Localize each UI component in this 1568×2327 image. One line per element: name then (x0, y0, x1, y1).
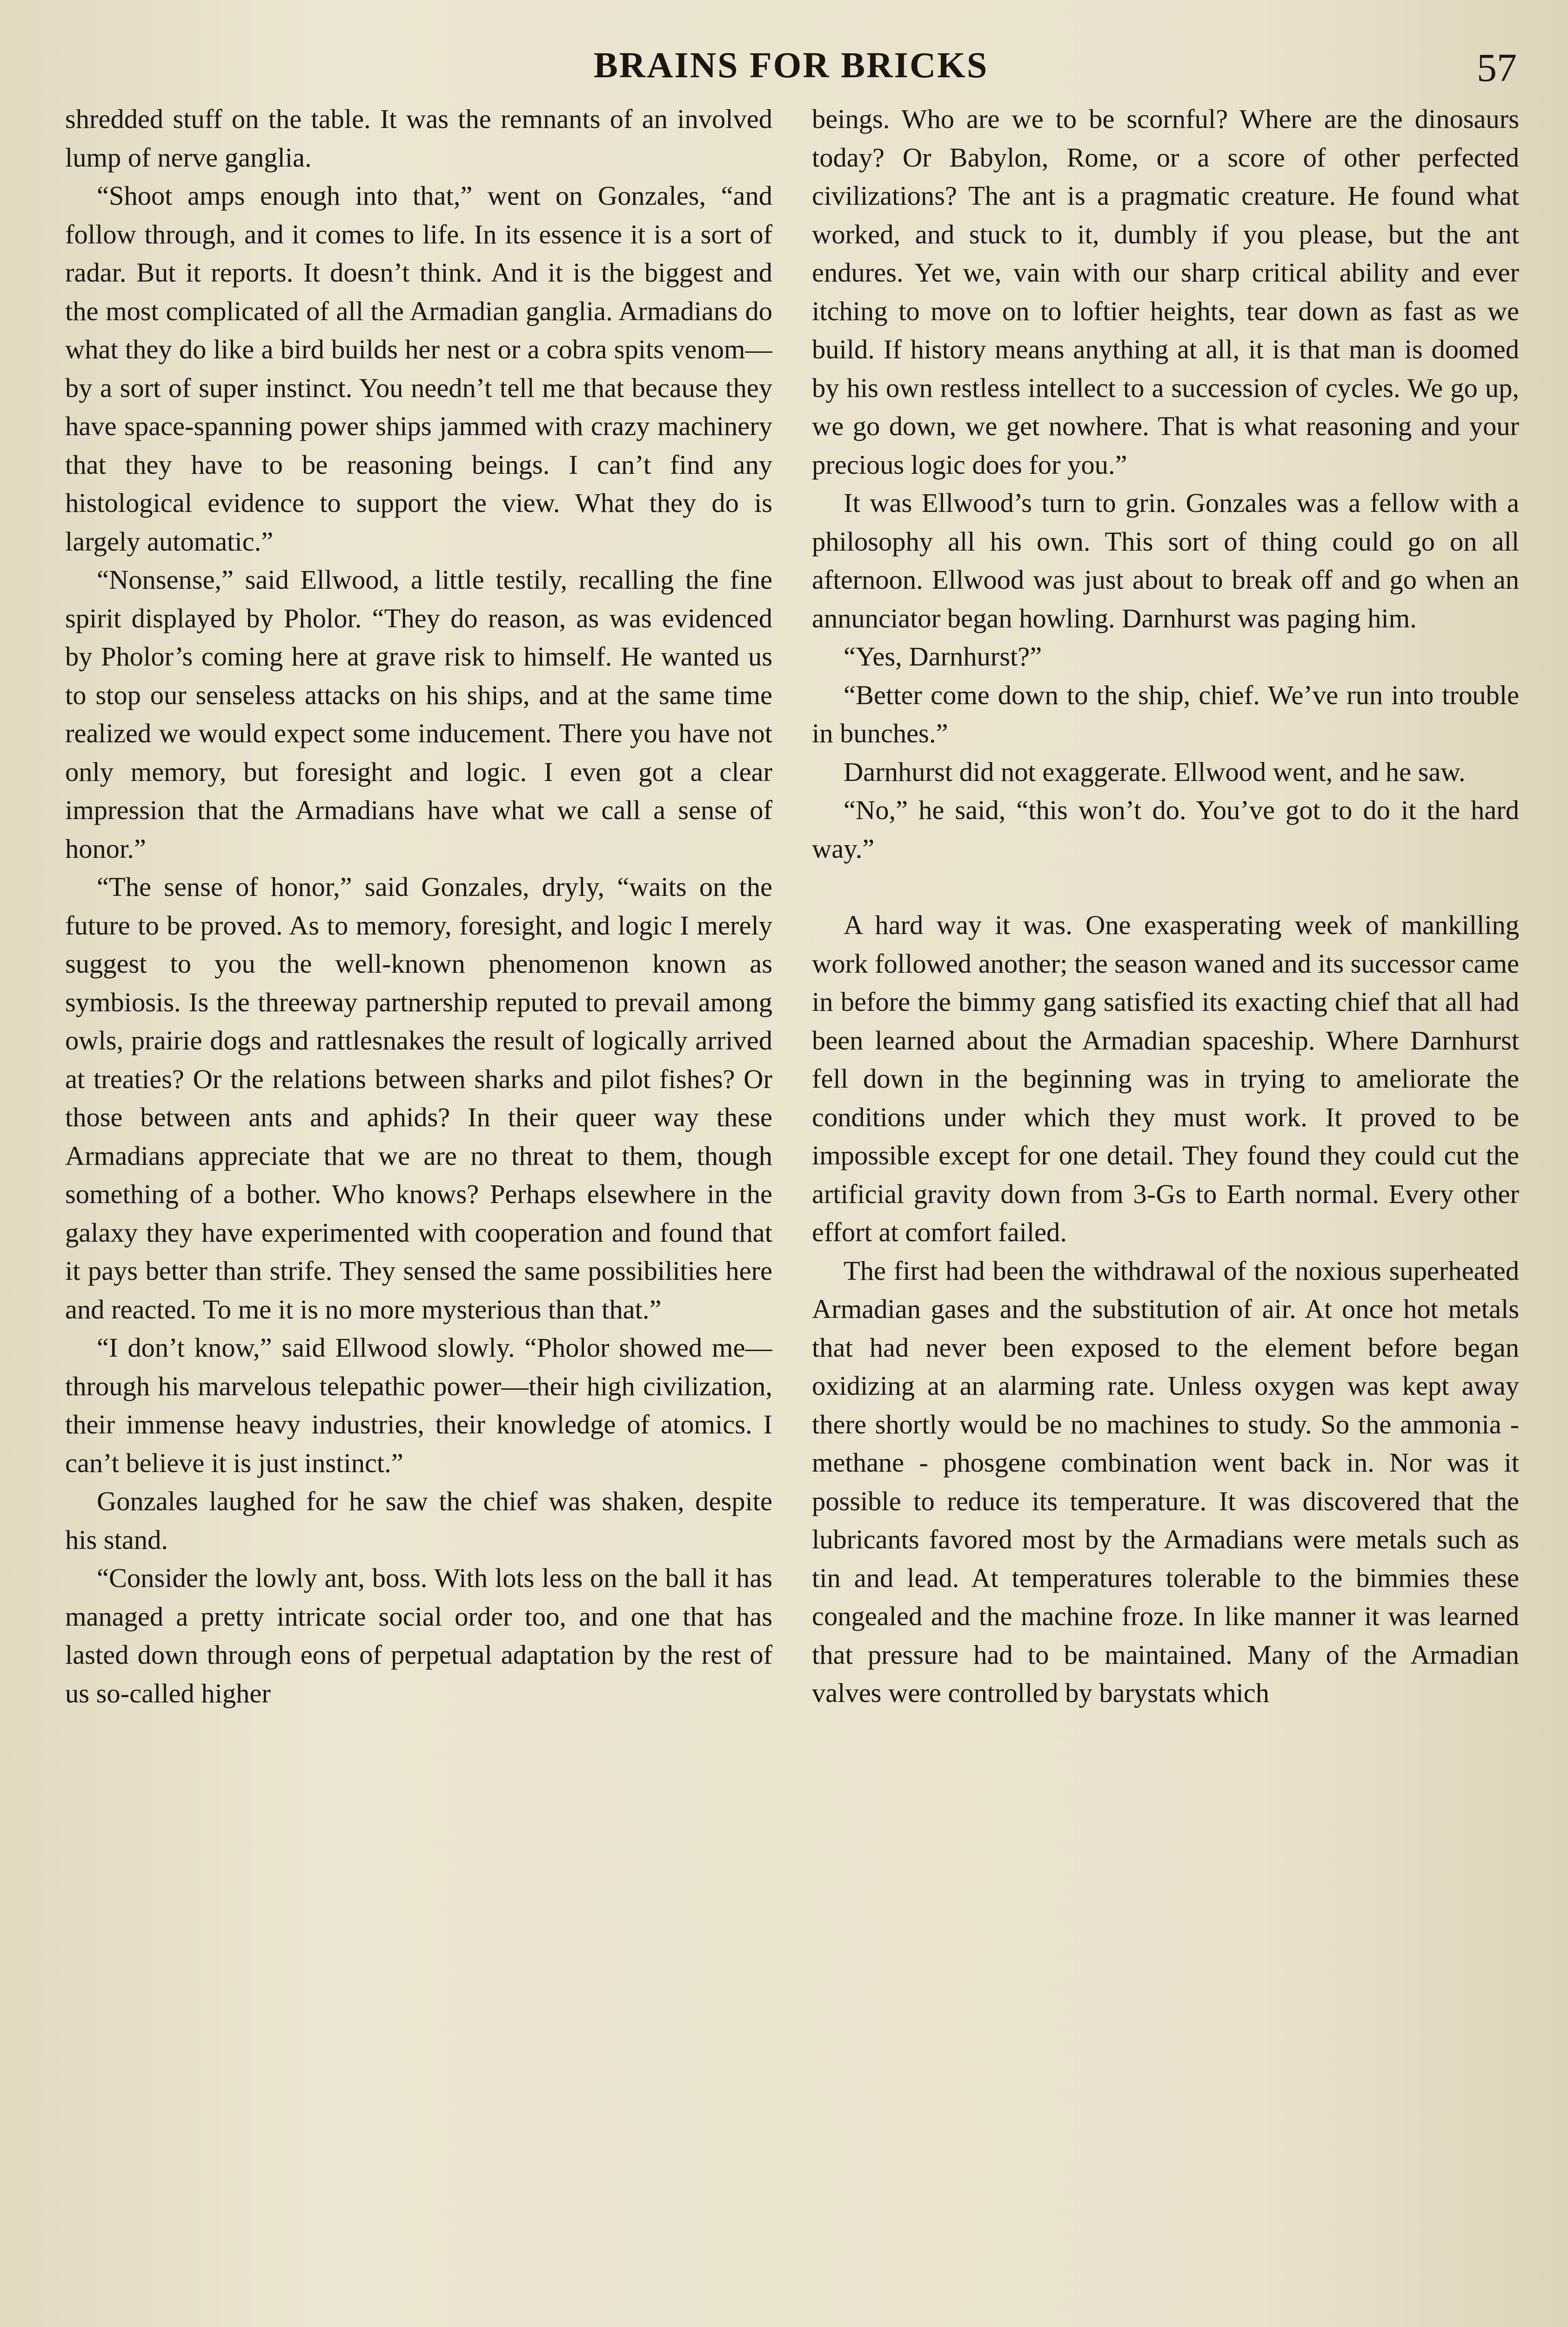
paragraph: shredded stuff on the table. It was the remnants of an involved lump of nerve ganglia. (65, 104, 772, 173)
paragraph: The first had been the withdrawal of the noxious superheated Armadian gases and the substitution of air. At once hot metals that had never been exposed to the element before began oxidizing at an alarming rate. Unless oxygen was kept away there shortly would be no machines to study. So the ammonia - methane - phosgene combination went back in. Nor was it possible to reduce its temperature. It was discovered that the lubricants favored most by the Armadians were metals such as tin and lead. At temperatures tolerable to the bimmies these congealed and the machine froze. In like manner it was learned that pressure had to be maintained. Many of the Armadian valves were controlled by barystats which (812, 1255, 1519, 1708)
right-column (812, 100, 1519, 2327)
paragraph: It was Ellwood’s turn to grin. Gonzales was a fellow with a philosophy all his own. This sort of thing could go on all afternoon. Ellwood was just about to break off and go when an annunciator began howling. Darnhurst was paging him. (812, 488, 1519, 633)
page-number: 57 (1477, 45, 1517, 90)
paragraph: “Yes, Darnhurst?” (844, 641, 1042, 672)
paragraph: Gonzales laughed for he saw the chief was shaken, despite his stand. (65, 1486, 772, 1555)
paragraph: “The sense of honor,” said Gonzales, dryly, “waits on the future to be proved. As to memory, foresight, and logic I merely suggest to you the well-known phenomenon known as symbiosis. Is the threeway partnership reputed to prevail among owls, prairie dogs and rattlesnakes the result of logically arrived at treaties? Or the relations between sharks and pilot fishes? Or those between ants and aphids? In their queer way these Armadians appreciate that we are no threat to them, though something of a bother. Who knows? Perhaps elsewhere in the galaxy they have experimented with cooperation and found that it pays better than strife. They sensed the same possibilities here and reacted. To me it is no more mysterious than that.” (65, 872, 772, 1325)
paragraph: “Consider the lowly ant, boss. With lots less on the ball it has managed a pretty intricate social order too, and one that has lasted down through eons of perpetual adaptation by the rest of us so-called higher (65, 1563, 772, 1708)
paragraph: “I don’t know,” said Ellwood slowly. “Pholor showed me—through his marvelous telepathic power—their high civilization, their immense heavy industries, their knowledge of atomics. I can’t believe it is just instinct.” (65, 1332, 772, 1478)
paragraph: “Better come down to the ship, chief. We’ve run into trouble in bunches.” (812, 679, 1519, 748)
paragraph: “Nonsense,” said Ellwood, a little testily, recalling the fine spirit displayed by Pholor. “They do reason, as was evidenced by Pholor’s coming here at grave risk to himself. He wanted us to stop our senseless attacks on his ships, and at the same time realized we would expect some inducement. There you have not only memory, but foresight and logic. I even got a clear impression that the Armadians have what we call a sense of honor.” (65, 565, 772, 864)
page-header (65, 44, 1517, 100)
paragraph: “Shoot amps enough into that,” went on Gonzales, “and follow through, and it comes to life. In its essence it is a sort of radar. But it reports. It doesn’t think. And it is the biggest and the most complicated of all the Armadian ganglia. Armadians do what they do like a bird builds her nest or a cobra spits venom—by a sort of super instinct. You needn’t tell me that because they have space-spanning power ships jammed with crazy machinery that they have to be reasoning beings. I can’t find any histological evidence to support the view. What they do is largely automatic.” (65, 181, 772, 557)
running-title: BRAINS FOR BRICKS (593, 45, 989, 85)
paragraph: beings. Who are we to be scornful? Where are the dinosaurs today? Or Babylon, Rome, or a score of other perfected civilizations? The ant is a pragmatic creature. He found what worked, and stuck to it, dumbly if you please, but the ant endures. Yet we, vain with our sharp critical ability and ever itching to move on to loftier heights, tear down as fast as we build. If history means anything at all, it is that man is doomed by his own restless intellect to a succession of cycles. We go up, we go down, we get nowhere. That is what reasoning and your precious logic does for you.” (812, 104, 1519, 480)
left-column (65, 100, 772, 2327)
paragraph: A hard way it was. One exasperating week of mankilling work followed another; the season waned and its successor came in before the bimmy gang satisfied its exacting chief that all had been learned about the Armadian spaceship. Where Darnhurst fell down in the beginning was in trying to ameliorate the conditions under which they must work. It proved to be impossible except for one detail. They found they could cut the artificial gravity down from 3-Gs to Earth normal. Every other effort at comfort failed. (812, 910, 1519, 1247)
paragraph: Darnhurst did not exaggerate. Ellwood went, and he saw. (844, 756, 1466, 787)
paragraph: “No,” he said, “this won’t do. You’ve got to do it the hard way.” (812, 795, 1519, 864)
text-columns (65, 100, 1519, 2327)
